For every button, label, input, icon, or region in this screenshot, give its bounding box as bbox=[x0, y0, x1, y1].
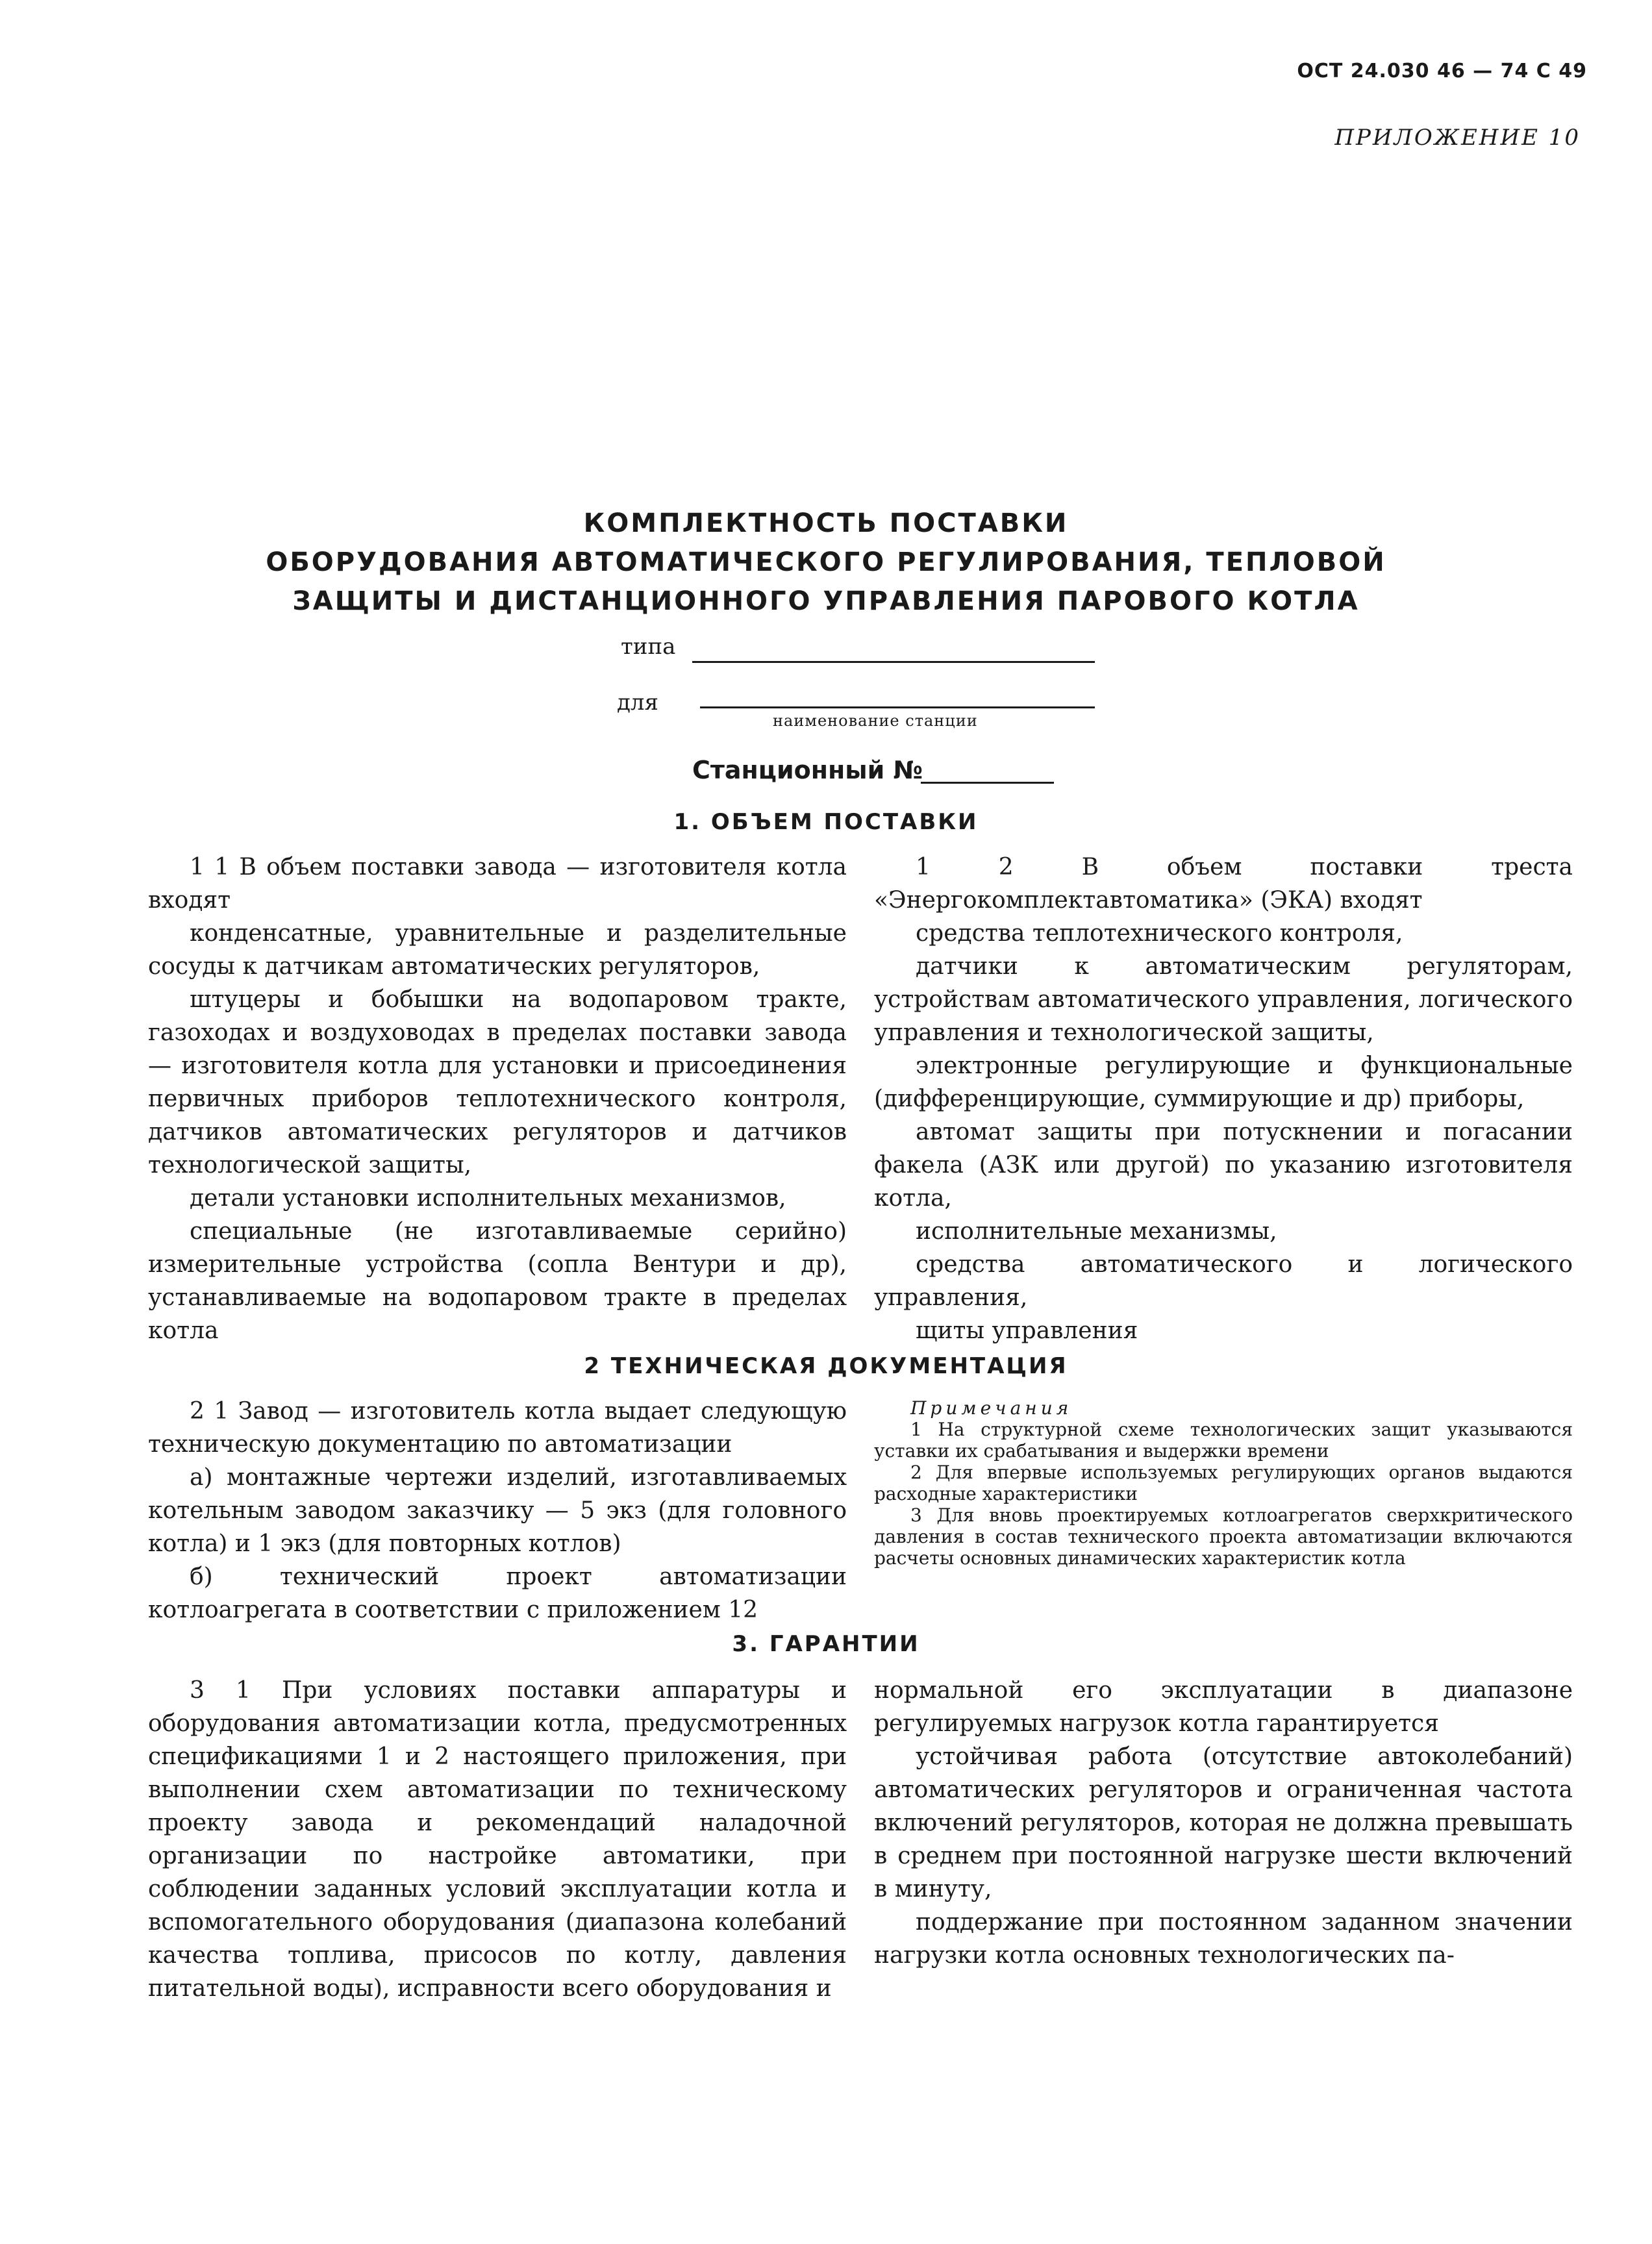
for-field-line bbox=[700, 706, 1095, 708]
paragraph: 1 2 В объем поставки треста «Энергокомплектавтоматика» (ЭКА) входят bbox=[874, 854, 1573, 914]
section-2-notes bbox=[874, 1397, 1573, 1569]
document-title bbox=[0, 504, 1652, 621]
title-line-1: КОМПЛЕКТНОСТЬ ПОСТАВКИ bbox=[583, 508, 1069, 538]
paragraph: а) монтажные чертежи изделий, изготавливаемых котельным заводом заказчику — 5 экз (для головного котла) и 1 экз (для повторных котлов) bbox=[148, 1464, 847, 1557]
paragraph: средства автоматического и логического управления, bbox=[874, 1251, 1573, 1311]
paragraph: штуцеры и бобышки на водопаровом тракте, газоходах и воздуховодах в пределах поставки завода — изготовителя котла для установки и присоединения первичных приборов теплотехнического контроля, датчиков автоматических регуляторов и датчиков технологической защиты, bbox=[148, 986, 847, 1178]
document-code: ОСТ 24.030 46 — 74 С 49 bbox=[1297, 60, 1587, 82]
paragraph: 1 1 В объем поставки завода — изготовителя котла входят bbox=[148, 854, 847, 914]
section-2-left-column bbox=[148, 1395, 847, 1627]
station-name-caption: наименование станции bbox=[773, 712, 978, 730]
paragraph: устойчивая работа (отсутствие автоколебаний) автоматических регуляторов и ограниченная частота включений регуляторов, которая не должна превышать в среднем при постоянной нагрузке шести включений в минуту, bbox=[874, 1743, 1573, 1902]
paragraph: щиты управления bbox=[916, 1317, 1138, 1344]
for-field-label: для bbox=[617, 690, 658, 716]
paragraph: б) технический проект автоматизации котлоагрегата в соответствии с приложением 12 bbox=[148, 1564, 847, 1623]
type-field-label: типа bbox=[621, 634, 676, 660]
note: 2 Для впервые используемых регулирующих органов выдаются расходные характеристики bbox=[874, 1462, 1573, 1504]
station-number-line bbox=[921, 782, 1054, 784]
note: 1 На структурной схеме технологических защит указываются уставки их срабатывания и выдержки времени bbox=[874, 1419, 1573, 1462]
paragraph: датчики к автоматическим регуляторам, устройствам автоматического управления, логического управления и технологической защиты, bbox=[874, 953, 1573, 1046]
section-3-left-column bbox=[148, 1674, 847, 2005]
paragraph: автомат защиты при потускнении и погасании факела (АЗК или другой) по указанию изготовителя котла, bbox=[874, 1119, 1573, 1212]
section-1-right-column bbox=[874, 851, 1573, 1347]
section-3-right-column bbox=[874, 1674, 1573, 1972]
section-2-heading: 2 ТЕХНИЧЕСКАЯ ДОКУМЕНТАЦИЯ bbox=[584, 1353, 1068, 1379]
section-1-left-column bbox=[148, 851, 847, 1347]
note: 3 Для вновь проектируемых котлоагрегатов сверхкритического давления в состав технического проекта автоматизации включаются расчеты основных динамических характеристик котла bbox=[874, 1504, 1573, 1569]
title-line-2: ОБОРУДОВАНИЯ АВТОМАТИЧЕСКОГО РЕГУЛИРОВАНИЯ, ТЕПЛОВОЙ bbox=[266, 547, 1386, 577]
paragraph: детали установки исполнительных механизмов, bbox=[190, 1185, 786, 1212]
paragraph: электронные регулирующие и функциональные (дифференцирующие, суммирующие и др) приборы, bbox=[874, 1053, 1573, 1112]
paragraph: исполнительные механизмы, bbox=[916, 1218, 1277, 1245]
section-1-heading: 1. ОБЪЕМ ПОСТАВКИ bbox=[673, 809, 979, 835]
appendix-label: ПРИЛОЖЕНИЕ 10 bbox=[1334, 125, 1581, 151]
paragraph: специальные (не изготавливаемые серийно) измерительные устройства (сопла Вентури и др), устанавливаемые на водопаровом тракте в пределах котла bbox=[148, 1218, 847, 1344]
title-line-3: ЗАЩИТЫ И ДИСТАНЦИОННОГО УПРАВЛЕНИЯ ПАРОВОГО КОТЛА bbox=[292, 586, 1360, 616]
paragraph: нормальной его эксплуатации в диапазоне регулируемых нагрузок котла гарантируется bbox=[874, 1677, 1573, 1737]
paragraph: конденсатные, уравнительные и разделительные сосуды к датчикам автоматических регуляторов, bbox=[148, 920, 847, 980]
type-field-line bbox=[692, 661, 1095, 663]
station-number-label: Станционный № bbox=[692, 756, 923, 784]
paragraph: поддержание при постоянном заданном значении нагрузки котла основных технологических па- bbox=[874, 1909, 1573, 1969]
section-3-heading: 3. ГАРАНТИИ bbox=[732, 1631, 920, 1657]
notes-heading: Примечания bbox=[910, 1397, 1073, 1419]
paragraph: 2 1 Завод — изготовитель котла выдает следующую техническую документацию по автоматизации bbox=[148, 1398, 847, 1458]
paragraph: средства теплотехнического контроля, bbox=[916, 920, 1403, 947]
paragraph: 3 1 При условиях поставки аппаратуры и оборудования автоматизации котла, предусмотренных спецификациями 1 и 2 настоящего приложения, при выполнении схем автоматизации по техническому проекту завода и рекомендаций наладочной организации по настройке автоматики, при соблюдении заданных условий эксплуатации котла и вспомогательного оборудования (диапазона колебаний качества топлива, присосов по котлу, давления питательной воды), исправности всего оборудования и bbox=[148, 1677, 847, 2002]
